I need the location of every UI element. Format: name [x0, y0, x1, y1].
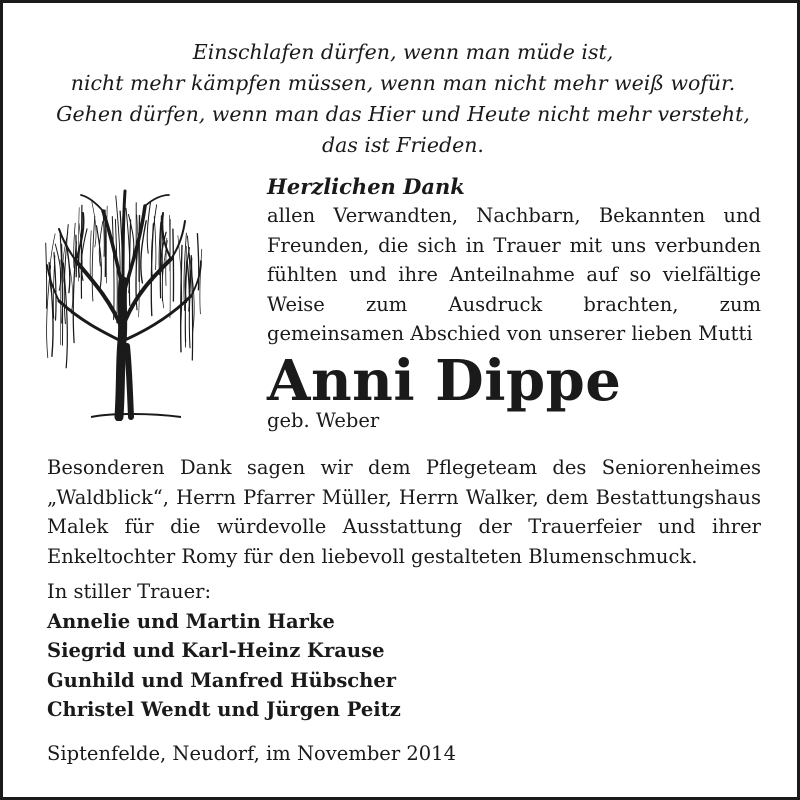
willow-tree-icon [41, 181, 206, 421]
maiden-name: geb. Weber [267, 409, 380, 432]
special-thanks: Besonderen Dank sagen wir dem Pflegeteam des Seniorenheimes „Waldblick“, Herrn Pfarrer Müller, Herrn Walker, dem Bestattungshaus Malek für die würdevolle Ausstattung der Trauerfeier und ihrer Enkeltochter Romy für den liebevoll gestalteten Blumenschmuck. [47, 456, 761, 568]
thanks-section [267, 173, 761, 349]
poem-line: nicht mehr kämpfen müssen, wenn man nicht mehr weiß wofür. [70, 71, 736, 95]
thanks-body: allen Verwandten, Nachbarn, Bekannten und Freunden, die sich in Trauer mit uns verbunden fühlten und ihre Anteilnahme auf so vielfältige Weise zum Ausdruck brachten, zum gemeinsamen Abschied von unserer lieben Mutti [267, 204, 761, 346]
mourner: Annelie und Martin Harke [47, 609, 335, 633]
poem [23, 37, 783, 161]
poem-line: das ist Frieden. [322, 133, 484, 157]
poem-line: Einschlafen dürfen, wenn man müde ist, [192, 40, 614, 64]
deceased-name: Anni Dippe [267, 348, 622, 414]
mourning-section [47, 577, 761, 725]
mourning-label: In stiller Trauer: [47, 580, 212, 603]
mourner: Siegrid und Karl-Heinz Krause [47, 639, 385, 663]
place-date: Siptenfelde, Neudorf, im November 2014 [47, 742, 456, 765]
mourner: Christel Wendt und Jürgen Peitz [47, 698, 401, 722]
poem-line: Gehen dürfen, wenn man das Hier und Heute nicht mehr versteht, [56, 102, 750, 126]
thanks-title: Herzlichen Dank [267, 174, 465, 199]
mourner: Gunhild und Manfred Hübscher [47, 668, 397, 692]
